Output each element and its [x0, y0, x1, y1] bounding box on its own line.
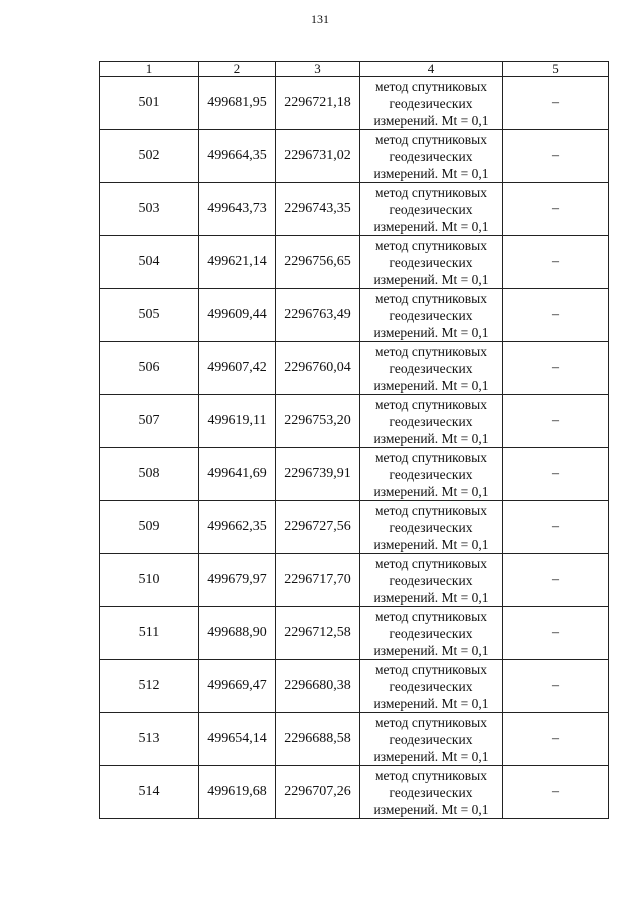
y-coordinate-cell: 2296717,70: [276, 554, 360, 607]
y-coordinate-cell: 2296756,65: [276, 236, 360, 289]
method-line: измерений. Mt = 0,1: [373, 695, 489, 711]
method-line: метод спутниковых: [375, 396, 487, 412]
method-line: геодезических: [389, 360, 473, 376]
note-cell: –: [503, 342, 609, 395]
method-line: геодезических: [389, 148, 473, 164]
page-number: 131: [311, 12, 329, 26]
method-line: измерений. Mt = 0,1: [373, 483, 489, 499]
point-number-cell: 514: [100, 766, 199, 819]
method-line: измерений. Mt = 0,1: [373, 748, 489, 764]
header-col-1: 1: [100, 62, 199, 77]
header-col-5: 5: [503, 62, 609, 77]
method-line: метод спутниковых: [375, 449, 487, 465]
method-line: метод спутниковых: [375, 714, 487, 730]
x-coordinate-cell: 499664,35: [199, 130, 276, 183]
point-number-cell: 507: [100, 395, 199, 448]
method-line: метод спутниковых: [375, 343, 487, 359]
x-coordinate-cell: 499621,14: [199, 236, 276, 289]
note-cell: –: [503, 501, 609, 554]
table-row: [100, 289, 609, 342]
method-line: геодезических: [389, 307, 473, 323]
point-number-cell: 501: [100, 77, 199, 130]
y-coordinate-cell: 2296739,91: [276, 448, 360, 501]
table-row: [100, 342, 609, 395]
method-cell: [360, 607, 503, 660]
method-line: геодезических: [389, 519, 473, 535]
table-body: [100, 77, 609, 819]
table-row: [100, 766, 609, 819]
note-cell: –: [503, 607, 609, 660]
y-coordinate-cell: 2296753,20: [276, 395, 360, 448]
y-coordinate-cell: 2296707,26: [276, 766, 360, 819]
table-row: [100, 660, 609, 713]
method-line: метод спутниковых: [375, 290, 487, 306]
method-cell: [360, 183, 503, 236]
x-coordinate-cell: 499688,90: [199, 607, 276, 660]
table-row: [100, 236, 609, 289]
x-coordinate-cell: 499607,42: [199, 342, 276, 395]
point-number-cell: 505: [100, 289, 199, 342]
x-coordinate-cell: 499669,47: [199, 660, 276, 713]
method-line: геодезических: [389, 572, 473, 588]
method-line: измерений. Mt = 0,1: [373, 430, 489, 446]
method-cell: [360, 766, 503, 819]
note-cell: –: [503, 448, 609, 501]
note-cell: –: [503, 554, 609, 607]
method-line: измерений. Mt = 0,1: [373, 801, 489, 817]
method-line: метод спутниковых: [375, 767, 487, 783]
x-coordinate-cell: 499662,35: [199, 501, 276, 554]
table-row: [100, 448, 609, 501]
method-line: метод спутниковых: [375, 184, 487, 200]
point-number-cell: 502: [100, 130, 199, 183]
method-line: метод спутниковых: [375, 237, 487, 253]
method-line: метод спутниковых: [375, 502, 487, 518]
method-line: метод спутниковых: [375, 78, 487, 94]
point-number-cell: 509: [100, 501, 199, 554]
table-row: [100, 607, 609, 660]
x-coordinate-cell: 499609,44: [199, 289, 276, 342]
method-cell: [360, 77, 503, 130]
method-cell: [360, 713, 503, 766]
method-line: геодезических: [389, 678, 473, 694]
y-coordinate-cell: 2296731,02: [276, 130, 360, 183]
coordinates-table: [99, 61, 609, 819]
table-row: [100, 554, 609, 607]
method-cell: [360, 501, 503, 554]
method-cell: [360, 289, 503, 342]
method-cell: [360, 660, 503, 713]
note-cell: –: [503, 77, 609, 130]
method-line: метод спутниковых: [375, 555, 487, 571]
method-line: метод спутниковых: [375, 608, 487, 624]
method-line: измерений. Mt = 0,1: [373, 377, 489, 393]
point-number-cell: 510: [100, 554, 199, 607]
point-number-cell: 503: [100, 183, 199, 236]
header-col-2: 2: [199, 62, 276, 77]
note-cell: –: [503, 183, 609, 236]
method-cell: [360, 395, 503, 448]
y-coordinate-cell: 2296727,56: [276, 501, 360, 554]
table-row: [100, 395, 609, 448]
x-coordinate-cell: 499641,69: [199, 448, 276, 501]
y-coordinate-cell: 2296712,58: [276, 607, 360, 660]
method-line: метод спутниковых: [375, 131, 487, 147]
x-coordinate-cell: 499643,73: [199, 183, 276, 236]
method-cell: [360, 130, 503, 183]
method-line: измерений. Mt = 0,1: [373, 589, 489, 605]
note-cell: –: [503, 713, 609, 766]
note-cell: –: [503, 236, 609, 289]
y-coordinate-cell: 2296688,58: [276, 713, 360, 766]
point-number-cell: 506: [100, 342, 199, 395]
method-line: измерений. Mt = 0,1: [373, 642, 489, 658]
table-row: [100, 130, 609, 183]
y-coordinate-cell: 2296743,35: [276, 183, 360, 236]
table-row: [100, 183, 609, 236]
method-cell: [360, 554, 503, 607]
header-col-3: 3: [276, 62, 360, 77]
method-line: геодезических: [389, 625, 473, 641]
method-line: измерений. Mt = 0,1: [373, 165, 489, 181]
point-number-cell: 508: [100, 448, 199, 501]
method-line: измерений. Mt = 0,1: [373, 536, 489, 552]
note-cell: –: [503, 289, 609, 342]
method-line: метод спутниковых: [375, 661, 487, 677]
note-cell: –: [503, 130, 609, 183]
y-coordinate-cell: 2296763,49: [276, 289, 360, 342]
header-col-4: 4: [360, 62, 503, 77]
method-line: геодезических: [389, 784, 473, 800]
method-line: геодезических: [389, 413, 473, 429]
note-cell: –: [503, 766, 609, 819]
point-number-cell: 513: [100, 713, 199, 766]
note-cell: –: [503, 660, 609, 713]
method-line: измерений. Mt = 0,1: [373, 324, 489, 340]
x-coordinate-cell: 499619,11: [199, 395, 276, 448]
table-row: [100, 713, 609, 766]
header-row: [100, 62, 609, 77]
method-line: геодезических: [389, 466, 473, 482]
x-coordinate-cell: 499681,95: [199, 77, 276, 130]
table-row: [100, 501, 609, 554]
x-coordinate-cell: 499654,14: [199, 713, 276, 766]
point-number-cell: 504: [100, 236, 199, 289]
y-coordinate-cell: 2296721,18: [276, 77, 360, 130]
method-line: геодезических: [389, 201, 473, 217]
note-cell: –: [503, 395, 609, 448]
method-line: геодезических: [389, 95, 473, 111]
method-line: измерений. Mt = 0,1: [373, 112, 489, 128]
y-coordinate-cell: 2296680,38: [276, 660, 360, 713]
method-line: геодезических: [389, 731, 473, 747]
point-number-cell: 511: [100, 607, 199, 660]
method-line: измерений. Mt = 0,1: [373, 271, 489, 287]
method-line: измерений. Mt = 0,1: [373, 218, 489, 234]
x-coordinate-cell: 499679,97: [199, 554, 276, 607]
x-coordinate-cell: 499619,68: [199, 766, 276, 819]
method-cell: [360, 342, 503, 395]
point-number-cell: 512: [100, 660, 199, 713]
method-cell: [360, 448, 503, 501]
table-row: [100, 77, 609, 130]
method-cell: [360, 236, 503, 289]
y-coordinate-cell: 2296760,04: [276, 342, 360, 395]
method-line: геодезических: [389, 254, 473, 270]
